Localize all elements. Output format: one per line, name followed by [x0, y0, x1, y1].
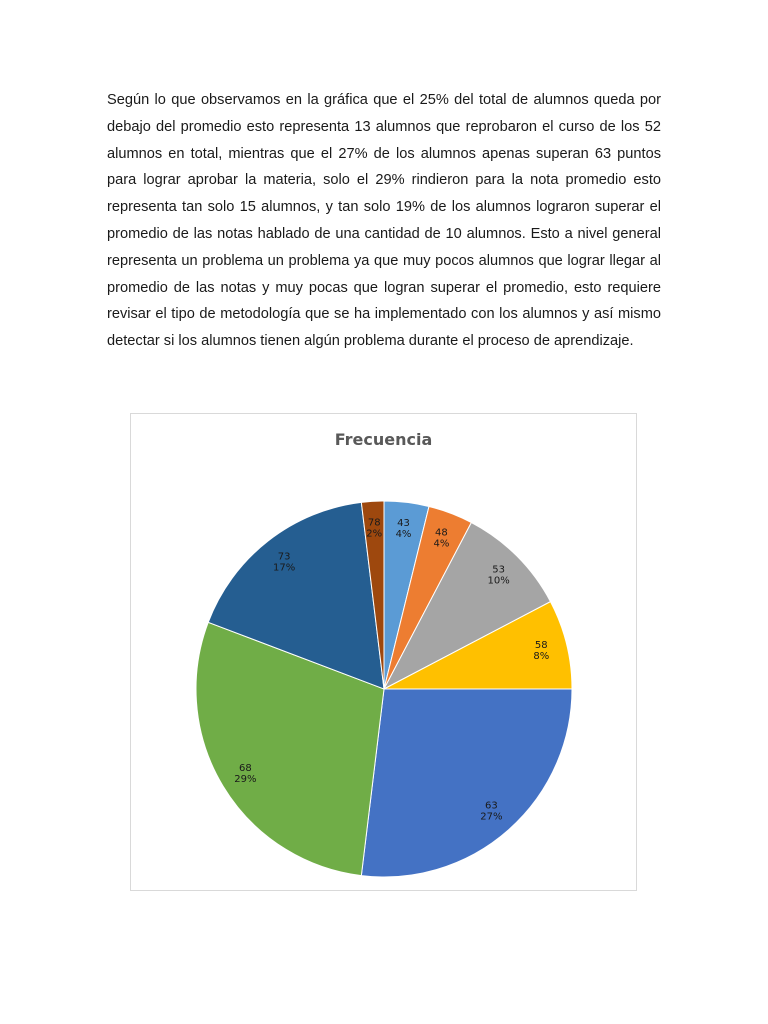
slice-label-43: 43 4%	[395, 518, 412, 541]
pie-slice-63	[361, 689, 572, 877]
slice-label-58: 58 8%	[533, 640, 550, 663]
slice-label-63: 63 27%	[480, 800, 503, 823]
pie-chart-frame	[130, 413, 637, 891]
slice-label-68: 68 29%	[234, 762, 257, 785]
slice-label-53: 53 10%	[487, 564, 510, 587]
slice-label-78: 78 2%	[366, 517, 383, 540]
body-paragraph: Según lo que observamos en la gráfica que el 25% del total de alumnos queda por debajo del promedio esto representa 13 alumnos que reprobaron el curso de los 52 alumnos en total, mientras que el 27% de los alumnos apenas superan 63 puntos para lograr aprobar la materia, solo el 29% rindieron para la nota promedio esto representa tan solo 15 alumnos, y tan solo 19% de los alumnos lograron superar el promedio de las notas hablado de una cantidad de 10 alumnos. Esto a nivel general representa un problema un problema ya que muy pocos alumnos que lograr llegar al promedio de las notas y muy pocas que logran superar el promedio, esto requiere revisar el tipo de metodología que se ha implementado con los alumnos y así mismo detectar si los alumnos tienen algún problema durante el proceso de aprendizaje.	[107, 92, 661, 350]
pie-chart	[131, 414, 636, 890]
slice-label-73: 73 17%	[272, 551, 296, 574]
slice-label-48: 48 4%	[433, 527, 450, 550]
chart-title: Frecuencia	[334, 430, 433, 449]
